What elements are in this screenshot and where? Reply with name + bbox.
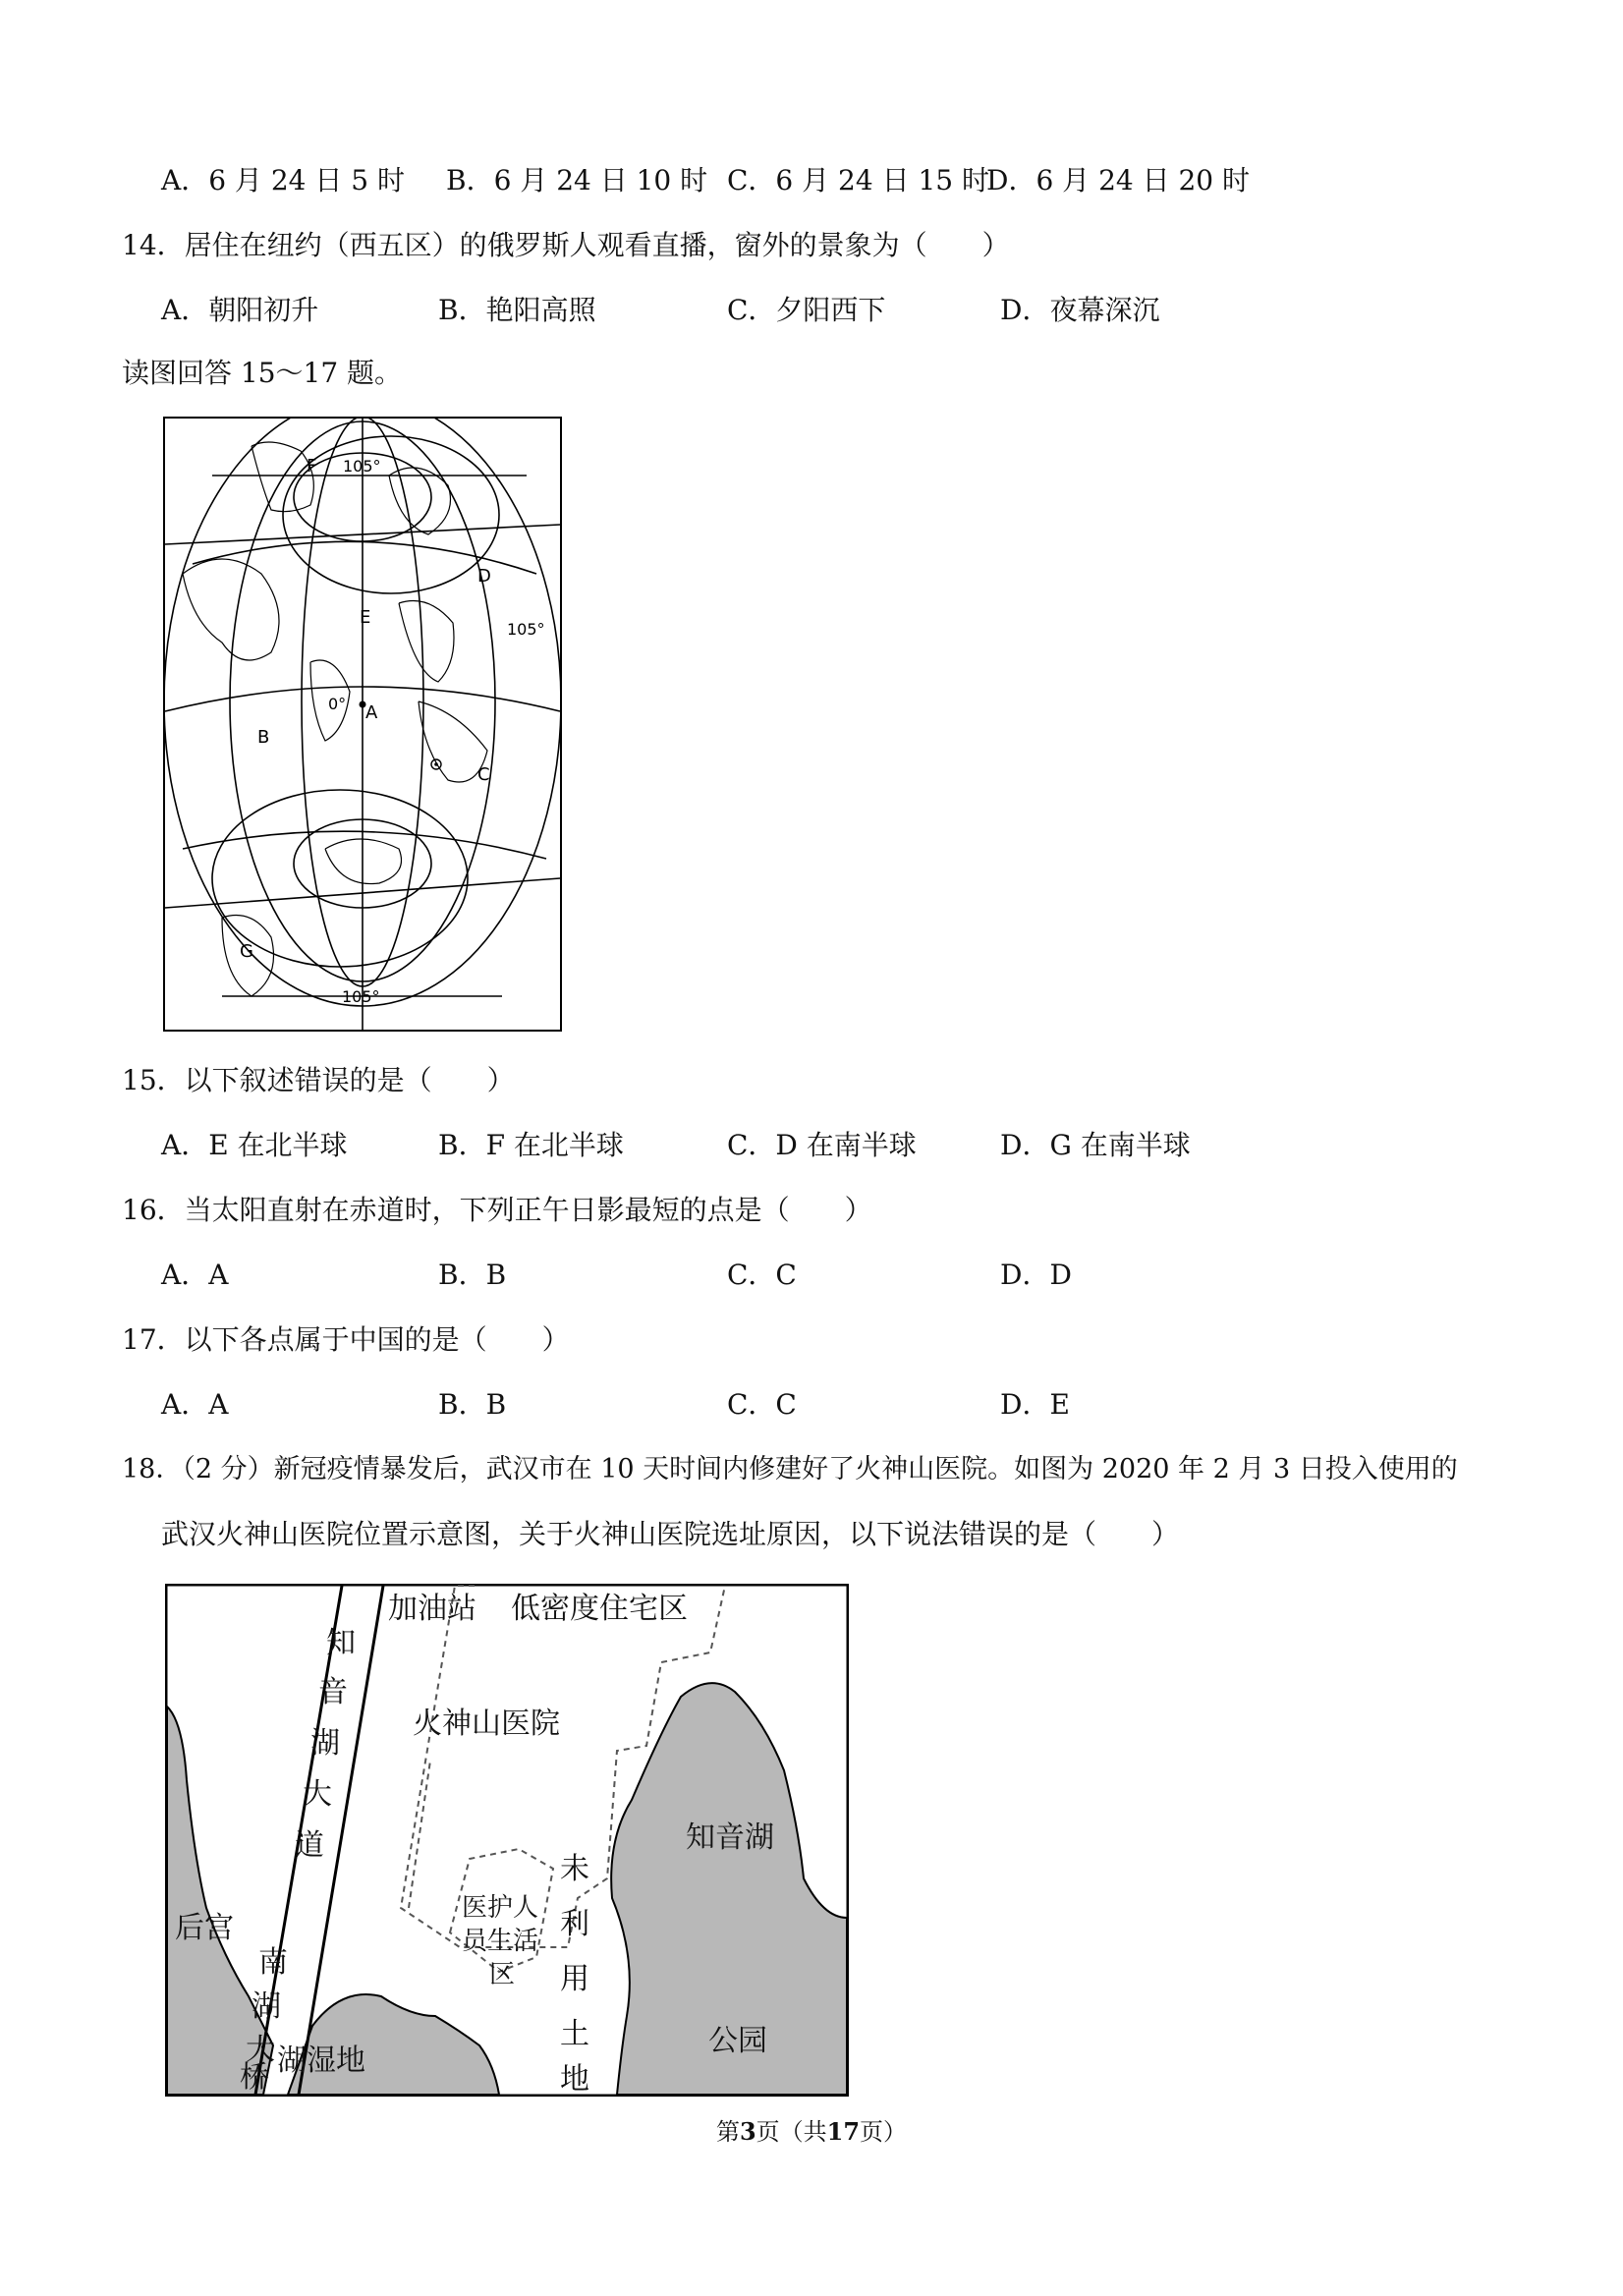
footer-page: 3 [739, 2117, 756, 2146]
bridge-char-4: 桥 [240, 2060, 269, 2095]
q17-option-d: D．E [1000, 1388, 1070, 1421]
label-staff-3: 区 [489, 1960, 516, 1989]
road-char-5: 道 [295, 1828, 324, 1863]
q13-option-d: D．6 月 24 日 20 时 [986, 164, 1251, 196]
q13-option-c: C．6 月 24 日 15 时 [727, 164, 989, 196]
label-f: F [307, 456, 317, 476]
q18-stem-line1: 18．（2 分）新冠疫情暴发后，武汉市在 10 天时间内修建好了火神山医院。如图为 2020 年 2 月 3 日投入使用的 [122, 1454, 1458, 1484]
road-char-3: 湖 [310, 1726, 340, 1761]
q14-stem: 14．居住在纽约（西五区）的俄罗斯人观看直播，窗外的景象为（ ） [122, 229, 1010, 261]
label-low-density: 低密度住宅区 [511, 1592, 688, 1626]
unused-char-3: 用 [560, 1962, 589, 1996]
label-lon-right: 105° [507, 620, 545, 639]
road-char-2: 音 [318, 1675, 348, 1709]
q14-option-b: B．艳阳高照 [438, 294, 596, 326]
label-hospital: 火神山医院 [413, 1707, 560, 1741]
road-char-4: 大 [303, 1777, 332, 1812]
globe-map [163, 417, 562, 1032]
label-gas-station: 加油站 [388, 1592, 476, 1626]
label-palace: 后宫 [175, 1911, 234, 1945]
q16-option-d: D．D [1000, 1259, 1072, 1291]
label-g: G [240, 941, 253, 962]
label-park: 公园 [708, 2024, 767, 2058]
footer-total: 17 [826, 2117, 861, 2146]
label-zhiyin-lake: 知音湖 [686, 1820, 774, 1855]
label-e: E [360, 607, 371, 628]
label-lon-top: 105° [343, 457, 381, 476]
label-a: A [365, 702, 378, 723]
unused-char-5: 地 [560, 2062, 589, 2097]
q13-option-b: B．6 月 24 日 10 时 [446, 164, 708, 196]
q15-stem: 15．以下叙述错误的是（ ） [122, 1064, 515, 1096]
q16-option-b: B．B [438, 1259, 507, 1291]
footer-pre: 第 [715, 2118, 740, 2146]
bridge-char-2: 湖 [252, 1989, 281, 2024]
q13-option-a: A．6 月 24 日 5 时 [161, 164, 405, 196]
bridge-char-1: 南 [258, 1945, 288, 1980]
unused-char-1: 未 [560, 1852, 589, 1886]
q14-option-d: D．夜幕深沉 [1000, 294, 1160, 326]
q17-stem: 17．以下各点属于中国的是（ ） [122, 1323, 570, 1356]
footer-post: 页） [860, 2118, 908, 2146]
q16-option-a: A．A [161, 1259, 229, 1291]
unused-char-4: 土 [560, 2017, 589, 2051]
q16-stem: 16．当太阳直射在赤道时，下列正午日影最短的点是（ ） [122, 1194, 872, 1226]
label-c: C [477, 764, 490, 785]
bridge-char-3: 大 [246, 2033, 275, 2067]
q15-option-a: A．E 在北半球 [161, 1129, 348, 1161]
q17-option-a: A．A [161, 1388, 229, 1421]
label-d: D [477, 566, 491, 587]
q14-option-c: C．夕阳西下 [727, 294, 886, 326]
label-b: B [257, 727, 270, 748]
q17-option-b: B．B [438, 1388, 507, 1421]
unused-char-2: 利 [560, 1907, 589, 1941]
label-staff-2: 员生活 [462, 1927, 539, 1956]
q15-option-d: D．G 在南半球 [1000, 1129, 1191, 1161]
q14-option-a: A．朝阳初升 [161, 294, 319, 326]
label-lon-bottom: 105° [342, 987, 380, 1006]
label-zero: 0° [328, 695, 347, 713]
hospital-map [165, 1584, 849, 2097]
q15-option-b: B．F 在北半球 [438, 1129, 624, 1161]
footer-mid: 页（共 [756, 2118, 827, 2146]
page-footer [0, 2112, 1623, 2147]
label-staff-1: 医护人 [462, 1893, 539, 1923]
q17-option-c: C．C [727, 1388, 797, 1421]
intro-15-17: 读图回答 15～17 题。 [122, 357, 403, 389]
road-char-1: 知 [326, 1626, 356, 1660]
label-wetland: 湖湿地 [277, 2044, 365, 2078]
q15-option-c: C．D 在南半球 [727, 1129, 917, 1161]
q16-option-c: C．C [727, 1259, 797, 1291]
q18-stem-line2: 武汉火神山医院位置示意图，关于火神山医院选址原因，以下说法错误的是（ ） [161, 1518, 1180, 1550]
